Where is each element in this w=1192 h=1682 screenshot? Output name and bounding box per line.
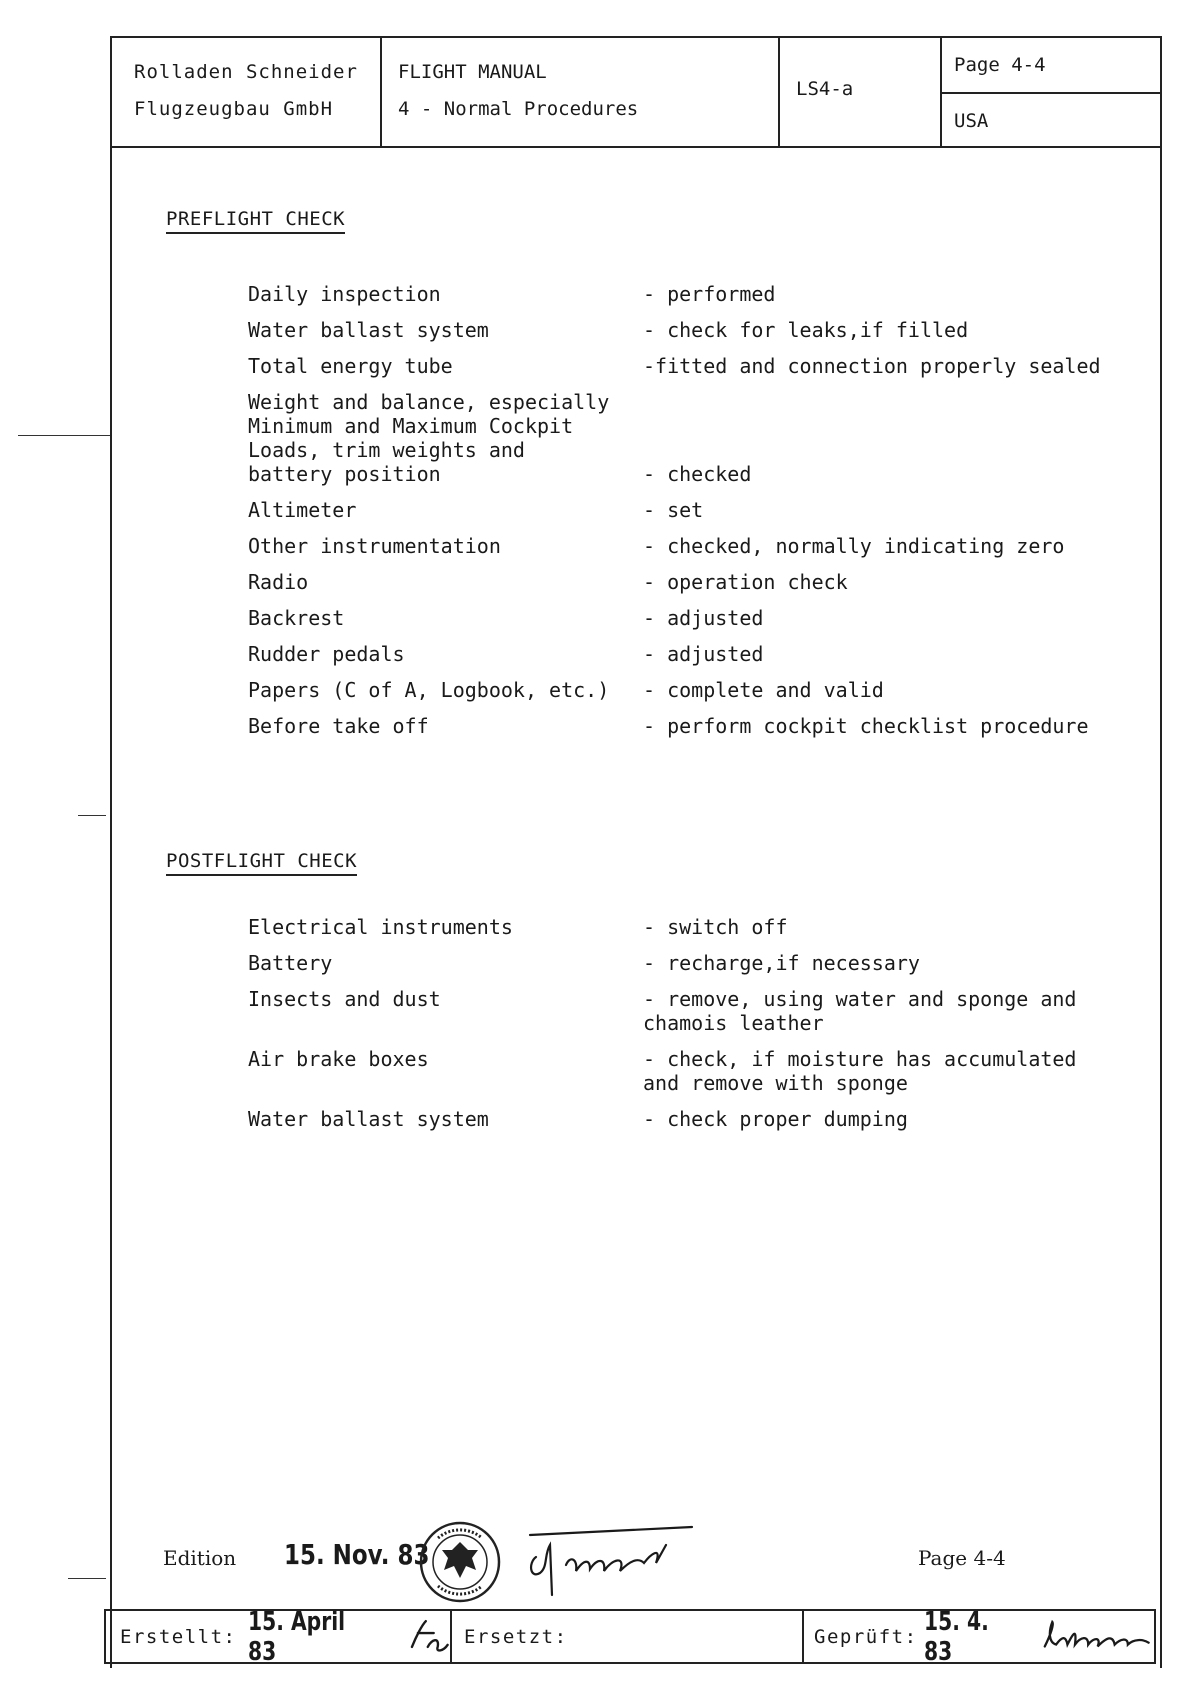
check-action: - perform cockpit checklist procedure xyxy=(643,714,1089,738)
check-item: Water ballast system xyxy=(248,318,489,342)
check-item: Rudder pedals xyxy=(248,642,405,666)
manual-title: FLIGHT MANUAL xyxy=(398,61,547,83)
check-item: Total energy tube xyxy=(248,354,453,378)
list-item xyxy=(248,903,1128,939)
header-table xyxy=(110,36,1162,148)
preflight-title: PREFLIGHT CHECK xyxy=(166,208,345,234)
page-cell xyxy=(942,38,1160,146)
aircraft-type: LS4-a xyxy=(796,78,854,100)
check-action: - adjusted xyxy=(643,642,764,666)
check-action: - checked, normally indicating zero xyxy=(643,534,1065,558)
inspector-signature-icon xyxy=(1041,1617,1154,1657)
gepruft-date: 15. 4. 83 xyxy=(923,1606,989,1667)
list-item xyxy=(248,270,1128,306)
check-item: Electrical instruments xyxy=(248,915,513,939)
list-item xyxy=(248,630,1128,666)
check-item: Altimeter xyxy=(248,498,357,522)
header-country: USA xyxy=(942,92,1160,146)
list-item xyxy=(248,522,1128,558)
list-item xyxy=(248,975,1128,1035)
check-action: - check proper dumping xyxy=(643,1107,908,1131)
header-page-number: Page 4-4 xyxy=(954,54,1046,76)
check-action: - recharge,if necessary xyxy=(643,951,920,975)
postflight-title: POSTFLIGHT CHECK xyxy=(166,850,357,876)
check-item: Battery xyxy=(248,951,333,975)
check-action: - checked xyxy=(643,462,752,486)
list-item xyxy=(248,486,1128,522)
check-action: - performed xyxy=(643,282,776,306)
seal-stamp-icon xyxy=(418,1520,502,1604)
check-item: Before take off xyxy=(248,714,429,738)
section-name: 4 - Normal Procedures xyxy=(398,98,639,120)
margin-mark xyxy=(68,1578,106,1579)
check-action: - check, if moisture has accumulated and remove with sponge xyxy=(643,1047,1077,1095)
check-action: - operation check xyxy=(643,570,848,594)
list-item xyxy=(248,1095,1128,1131)
check-item: Air brake boxes xyxy=(248,1047,429,1071)
aircraft-type-cell xyxy=(780,38,942,146)
list-item xyxy=(248,378,1128,486)
erstellt-label: Erstellt: xyxy=(120,1625,237,1648)
manual-cell xyxy=(382,38,780,146)
list-item xyxy=(248,306,1128,342)
erstellt-cell xyxy=(106,1606,452,1667)
erstellt-date: 15. April 83 xyxy=(248,1606,346,1667)
list-item xyxy=(248,666,1128,702)
list-item xyxy=(248,558,1128,594)
check-item: Daily inspection xyxy=(248,282,441,306)
list-item xyxy=(248,594,1128,630)
list-item xyxy=(248,1035,1128,1095)
revision-table xyxy=(104,1606,1156,1667)
check-item: Water ballast system xyxy=(248,1107,489,1131)
check-action: -fitted and connection properly sealed xyxy=(643,354,1101,378)
company-line-2: Flugzeugbau GmbH xyxy=(134,98,334,120)
check-action: - check for leaks,if filled xyxy=(643,318,969,342)
check-item: Insects and dust xyxy=(248,987,441,1011)
initials-signature-icon xyxy=(406,1617,450,1657)
list-item xyxy=(248,342,1128,378)
check-item: Other instrumentation xyxy=(248,534,501,558)
edition-date-text: 15. Nov. 83 xyxy=(284,1538,430,1571)
margin-mark xyxy=(78,815,106,816)
company-line-1: Rolladen Schneider xyxy=(134,61,358,83)
gepruft-cell xyxy=(804,1606,1154,1667)
check-action: - remove, using water and sponge and chamois leather xyxy=(643,987,1077,1035)
check-action: - complete and valid xyxy=(643,678,884,702)
ersetzt-label: Ersetzt: xyxy=(464,1625,568,1648)
edition-label: Edition xyxy=(163,1546,237,1570)
margin-mark xyxy=(18,435,110,436)
check-item: Weight and balance, especially Minimum and Maximum Cockpit Loads, trim weights and battery position xyxy=(248,390,610,486)
check-action: - adjusted xyxy=(643,606,764,630)
list-item xyxy=(248,939,1128,975)
check-action: - switch off xyxy=(643,915,788,939)
check-item: Papers (C of A, Logbook, etc.) xyxy=(248,678,610,702)
footer-page-number: Page 4-4 xyxy=(918,1546,1006,1570)
list-item xyxy=(248,702,1128,738)
check-action: - set xyxy=(643,498,704,522)
company-cell xyxy=(112,38,382,146)
check-item: Backrest xyxy=(248,606,345,630)
gepruft-label: Geprüft: xyxy=(814,1625,918,1648)
postflight-list xyxy=(248,903,1128,1131)
signature-icon xyxy=(526,1515,696,1600)
check-item: Radio xyxy=(248,570,309,594)
preflight-list xyxy=(248,270,1128,738)
ersetzt-cell xyxy=(452,1611,804,1662)
